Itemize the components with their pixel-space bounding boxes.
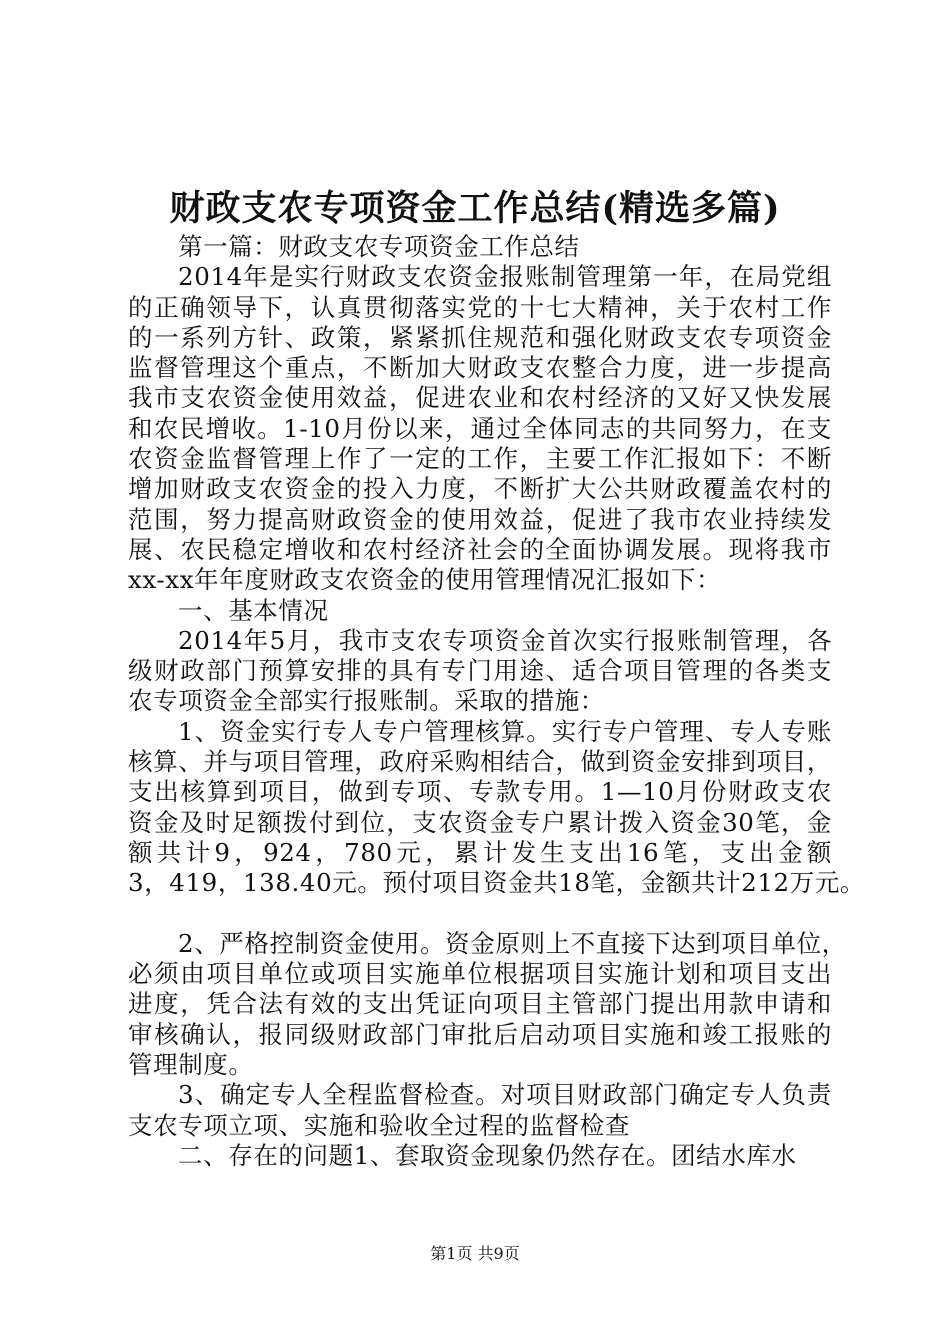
paragraph-line: 增加财政支农资金的投入力度，不断扩大公共财政覆盖农村的 <box>128 474 832 504</box>
paragraph-line: 核算、并与项目管理，政府采购相结合，做到资金安排到项目， <box>128 747 832 777</box>
section-heading: 第一篇：财政支农专项资金工作总结 <box>178 232 580 261</box>
paragraph-line: 审核确认，报同级财政部门审批后启动项目实施和竣工报账的 <box>128 1019 832 1049</box>
paragraph-line: 3、确定专人全程监督检查。对项目财政部门确定专人负责 <box>178 1080 832 1110</box>
paragraph-line: 支出核算到项目，做到专项、专款专用。1—10月份财政支农 <box>128 777 832 807</box>
paragraph-line: 监督管理这个重点，不断加大财政支农整合力度，进一步提高 <box>128 353 832 383</box>
paragraph-line: 的一系列方针、政策，紧紧抓住规范和强化财政支农专项资金 <box>128 322 832 352</box>
paragraph-line: 进度，凭合法有效的支出凭证向项目主管部门提出用款申请和 <box>128 989 832 1019</box>
paragraph-line: 支农专项立项、实施和验收全过程的监督检查 <box>128 1110 630 1140</box>
section-heading: 二、存在的问题1、套取资金现象仍然存在。团结水库水 <box>178 1140 797 1170</box>
document-title: 财政支农专项资金工作总结(精选多篇) <box>169 188 781 229</box>
section-heading: 一、基本情况 <box>178 595 329 625</box>
document-body <box>128 232 866 1171</box>
paragraph-line: xx-xx年年度财政支农资金的使用管理情况汇报如下： <box>128 565 722 595</box>
paragraph-line: 必须由项目单位或项目实施单位根据项目实施计划和项目支出 <box>128 959 832 989</box>
blank-line <box>128 899 832 929</box>
paragraph-line: 我市支农资金使用效益，促进农业和农村经济的又好又快发展 <box>128 383 832 413</box>
paragraph-line: 农资金监督管理上作了一定的工作，主要工作汇报如下：不断 <box>128 444 832 474</box>
paragraph-line: 2014年是实行财政支农资金报账制管理第一年，在局党组 <box>178 262 832 292</box>
paragraph-line: 农专项资金全部实行报账制。采取的措施： <box>128 686 605 716</box>
paragraph-line: 展、农民稳定增收和农村经济社会的全面协调发展。现将我市 <box>128 534 832 564</box>
page-footer: 第1页 共9页 <box>430 1244 520 1263</box>
paragraph-line: 3，419，138.40元。预付项目资金共18笔，金额共计212万元。 <box>128 868 866 898</box>
paragraph-line: 2014年5月，我市支农专项资金首次实行报账制管理，各 <box>178 625 832 655</box>
paragraph-line: 级财政部门预算安排的具有专门用途、适合项目管理的各类支 <box>128 656 832 686</box>
paragraph-line: 管理制度。 <box>128 1050 254 1080</box>
paragraph-line: 额共计9，924，780元，累计发生支出16笔，支出金额 <box>128 837 832 867</box>
paragraph-line: 和农民增收。1-10月份以来，通过全体同志的共同努力，在支 <box>128 413 832 443</box>
paragraph-line: 资金及时足额拨付到位，支农资金专户累计拨入资金30笔，金 <box>128 807 832 837</box>
paragraph-line: 2、严格控制资金使用。资金原则上不直接下达到项目单位， <box>178 928 847 958</box>
paragraph-line: 1、资金实行专人专户管理核算。实行专户管理、专人专账 <box>178 716 832 746</box>
paragraph-line: 范围，努力提高财政资金的使用效益，促进了我市农业持续发 <box>128 504 832 534</box>
paragraph-line: 的正确领导下，认真贯彻落实党的十七大精神，关于农村工作 <box>128 292 832 322</box>
